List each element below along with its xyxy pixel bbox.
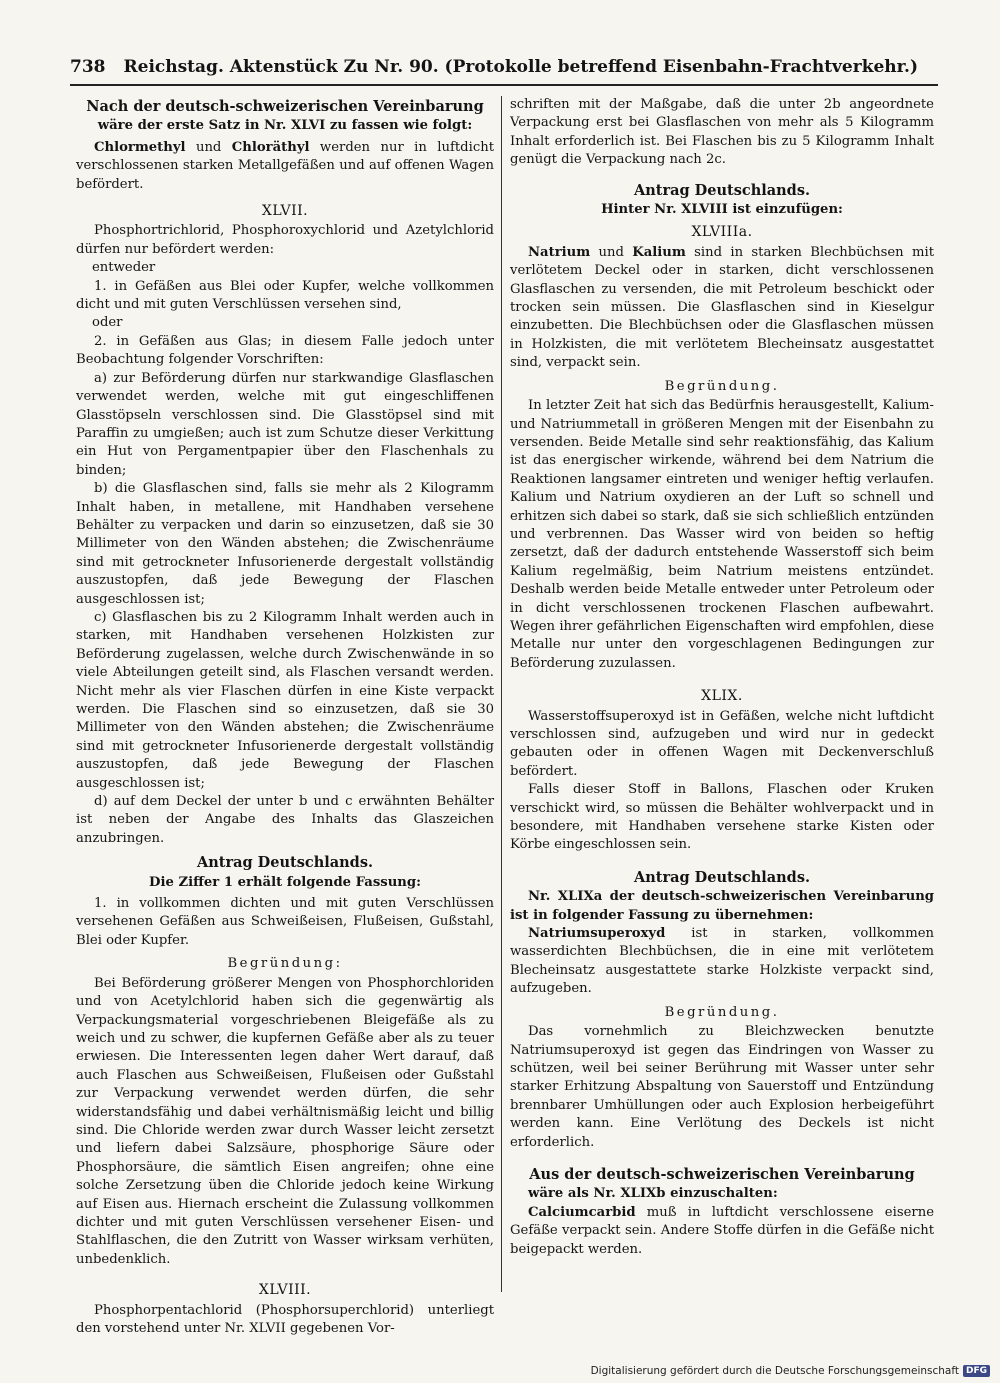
paragraph-xlvii-intro: Phosphortrichlorid, Phosphoroxychlorid und Azetylchlorid dürfen nur befördert werden: — [76, 223, 494, 257]
paragraph-begruendung-2: Das vornehmlich zu Bleichzwecken benutzte Natriumsuperoxyd ist gegen das Eindringen von Wasser zu schützen, weil bei seiner Berührung mit Wasser unter sehr starker Erhitzung Abspaltung von Sauerstoff und Entzündung brennbarer Umhüllungen oder auch Explosion herbeigeführt werden kann. Eine Verlötung des Deckels ist nicht erforderlich. — [510, 1024, 934, 1150]
footer-text: Digitalisierung gefördert durch die Deutsche Forschungsgemeinschaft — [590, 1365, 959, 1377]
heading-begruendung-2: Begründung. — [664, 1004, 780, 1020]
column-divider — [501, 96, 502, 1292]
heading-erster-satz: wäre der erste Satz in Nr. XLVI zu fassen wie folgt: — [97, 118, 473, 134]
dfg-logo: DFG — [963, 1365, 990, 1377]
paragraph-chlormethyl — [76, 139, 494, 194]
paragraph-xlviii-cont: schriften mit der Maßgabe, daß die unter 2b angeordnete Verpackung erst bei Glasflaschen von mehr als 5 Kilogramm Inhalt erforderlich ist. Bei Flaschen bis zu 5 Kilogramm Inhalt genügt die Verpackung nach 2c. — [510, 97, 934, 168]
paragraph-xlixa — [510, 925, 934, 999]
heading-ziffer: Die Ziffer 1 erhält folgende Fassung: — [149, 874, 421, 890]
paragraph-ziffer-1: 1. in vollkommen dichten und mit guten Verschlüssen versehenen Gefäßen aus Schweißeisen, Flußeisen, Gußstahl, Blei oder Kupfer. — [76, 896, 494, 948]
paragraph-begruendung: Bei Beförderung größerer Mengen von Phosphorchloriden und von Acetylchlorid haben sich die gegenwärtig als Verpackungsmaterial vorgeschriebenen Bleigefäße als zu weich und zu schwer, die kupfernen Gefäße aber als zu teuer erwiesen. Die Interessenten legen daher Wert darauf, daß auch Flaschen aus Schweißeisen, Flußeisen oder Gußstahl zur Verpackung verwendet werden dürfen, die sehr widerstandsfähig und dabei verhältnismäßig leicht und billig sind. Die Chloride werden zwar durch Wasser leicht zersetzt und liefern dabei Salzsäure, phosphorige Säure oder Phosphorsäure, die sämtlich Eisen angreifen; ohne eine solche Zersetzung üben die Chloride jedoch keine Wirkung auf Eisen aus. Hiernach erscheint die Zulassung vollkommen dichter und mit guten Verschlüssen versehener Eisen- und Stahlflaschen, die den Zutritt von Wasser wirksam verhüten, unbedenklich. — [76, 975, 494, 1267]
paragraph-begruendung-1: In letzter Zeit hat sich das Bedürfnis herausgestellt, Kalium- und Natriummetall in größeren Mengen mit der Eisenbahn zu versenden. Beide Metalle sind sehr reaktionsfähig, das Kalium ist das energischer wirkende, während bei dem Natrium die Reaktionen langsamer eintreten und weniger heftig verlaufen. Kalium und Natrium oxydieren an der Luft so schnell und erhitzen sich dabei so stark, daß sie sich schließlich entzünden und verbrennen. Das Wasser wird von beiden so heftig zersetzt, daß der dadurch entstehende Wasserstoff sich beim Kalium regelmäßig, beim Natrium meistens entzündet. Deshalb werden beide Metalle entweder unter Petroleum oder in dicht verschlossenen trockenen Flaschen aufbewahrt. Wegen ihrer gefährlichen Eigenschaften wird empfohlen, diese Metalle nur unter den vorgeschlagenen Bedingungen zur Beförderung zuzulassen. — [510, 398, 934, 671]
paragraph-xlvii-2: 2. in Gefäßen aus Glas; in diesem Falle jedoch unter Beobachtung folgender Vorschriften: — [76, 333, 494, 368]
term-chlormethyl: Chlormethyl — [94, 139, 186, 155]
heading-begruendung-1: Begründung. — [664, 378, 780, 394]
text-xlixb-rest: muß in luftdicht verschlossene eiserne Gefäße verpackt sein. Andere Stoffe dürfen in die Gefäße nicht beigepackt werden. — [510, 1204, 934, 1257]
heading-antrag: Antrag Deutschlands. — [196, 854, 374, 872]
paragraph-xlvii-d: d) auf dem Deckel der unter b und c erwähnten Behälter ist neben der Angabe des Inhalts das Glaszeichen anzubringen. — [76, 794, 494, 846]
text-xlixa-rest: ist in starken, vollkommen wasserdichten Blechbüchsen, die in eine mit verlötetem Blecheinsatz ausgestattete starke Holzkiste verpackt sind, aufzugeben. — [510, 926, 934, 997]
text-und-2: und — [590, 244, 633, 260]
paragraph-xlix-1: Wasserstoffsuperoxyd ist in Gefäßen, welche nicht luftdicht verschlossen sind, aufzugeben und wird nur in gedeckt gebauten oder in offenen Wagen mit Deckenverschluß befördert. — [510, 708, 934, 779]
heading-aus-vereinbarung: Aus der deutsch-schweizerischen Vereinbarung — [529, 1165, 915, 1183]
paragraph-xlvii-b: b) die Glasflaschen sind, falls sie mehr als 2 Kilogramm Inhalt haben, in metallene, mit Handhaben versehene Behälter zu verpacken und darin so einzusetzen, daß sie 30 Millimeter von den Wänden abstehen; die Zwischenräume sind mit getrockneter Infusorienerde dergestalt vollständig auszustopfen, daß jede Bewegung der Flaschen ausgeschlossen ist; — [76, 481, 494, 607]
page-number: 738 — [70, 57, 106, 77]
text-und: und — [185, 139, 232, 155]
heading-xlixb: wäre als Nr. XLIXb einzuschalten: — [528, 1186, 778, 1202]
term-natriumsuperoxyd: Natriumsuperoxyd — [528, 926, 666, 942]
heading-begruendung: Begründung: — [227, 956, 343, 972]
paragraph-xlixb — [510, 1204, 934, 1259]
left-column — [76, 96, 494, 1336]
paragraph-xlviii: Phosphorpentachlorid (Phosphorsuperchlorid) unterliegt den vorstehend unter Nr. XLVII gegebenen Vor- — [76, 1302, 494, 1336]
right-column — [510, 96, 934, 1308]
running-header — [70, 50, 938, 86]
section-xlix: XLIX. — [701, 688, 743, 705]
term-chloraethyl: Chloräthyl — [231, 139, 310, 155]
heading-vereinbarung: Nach der deutsch-schweizerischen Vereinbarung — [86, 98, 484, 115]
section-xlvii: XLVII. — [261, 203, 309, 220]
heading-xlixa: Nr. XLIXa der deutsch-schweizerischen Vereinbarung ist in folgender Fassung zu übernehmen: — [510, 889, 934, 923]
paragraph-xlix-2: Falls dieser Stoff in Ballons, Flaschen oder Kruken verschickt wird, so müssen die Behälter wohlverpackt und in besondere, mit Handhaben versehene starke Kisten oder Körbe eingeschlossen sein. — [510, 782, 934, 853]
text-chlormethyl-rest: werden nur in luftdicht verschlossenen starken Metallgefäßen und auf offenen Wagen befördert. — [76, 139, 494, 192]
paragraph-xlviiia — [510, 244, 934, 373]
term-natrium: Natrium — [528, 244, 591, 260]
heading-antrag-2: Antrag Deutschlands. — [633, 868, 811, 886]
heading-hinter: Hinter Nr. XLVIII ist einzufügen: — [601, 202, 843, 218]
term-calciumcarbid: Calciumcarbid — [528, 1204, 636, 1220]
text-xlviiia-rest: sind in starken Blechbüchsen mit verlötetem Deckel oder in starken, dicht verschlossenen Glasflaschen zu versenden, die mit Petroleum beschickt oder trocken sein müssen. Die Glasflaschen sind in Kieselgur einzubetten. Die Blechbüchsen oder die Glasflaschen müssen in Holzkisten, die mit verlötetem Blecheinsatz ausgestattet sind, verpackt sein. — [510, 244, 935, 371]
term-kalium: Kalium — [632, 244, 686, 260]
paragraph-xlvii-a: a) zur Beförderung dürfen nur starkwandige Glasflaschen verwendet werden, welche mit gut eingeschliffenen Glasstöpseln verschlossen sind. Die Glasstöpsel sind mit Paraffin zu umgießen; auch ist zum Schutze dieser Verkittung ein Hut von Pergamentpapier über den Flaschenhals zu binden; — [76, 370, 494, 478]
paragraph-xlvii-c: c) Glasflaschen bis zu 2 Kilogramm Inhalt werden auch in starken, mit Handhaben versehenen Holzkisten zur Beförderung zugelassen, welche durch Zwischenwände in so viele Abteilungen geteilt sind, als Flaschen versandt werden. Nicht mehr als vier Flaschen dürfen in eine Kiste verpackt werden. Die Flaschen sind so einzusetzen, daß sie 30 Millimeter von den Wänden abstehen; die Zwischenräume sind mit getrockneter Infusorienerde dergestalt vollständig auszustopfen, daß jede Bewegung der Flaschen ausgeschlossen ist; — [76, 609, 494, 791]
section-xlviiia: XLVIIIa. — [691, 224, 753, 241]
section-xlviii: XLVIII. — [258, 1282, 312, 1299]
heading-antrag-1: Antrag Deutschlands. — [633, 181, 811, 199]
paragraph-entweder: entweder — [92, 260, 156, 276]
digitization-footer — [590, 1363, 990, 1379]
running-title: Reichstag. Aktenstück Zu Nr. 90. (Protokolle betreffend Eisenbahn-Frachtverkehr.) — [123, 57, 919, 77]
paragraph-oder: oder — [92, 315, 123, 331]
paragraph-xlvii-1: 1. in Gefäßen aus Blei oder Kupfer, welche vollkommen dicht und mit guten Verschlüssen versehen sind, — [76, 278, 494, 313]
